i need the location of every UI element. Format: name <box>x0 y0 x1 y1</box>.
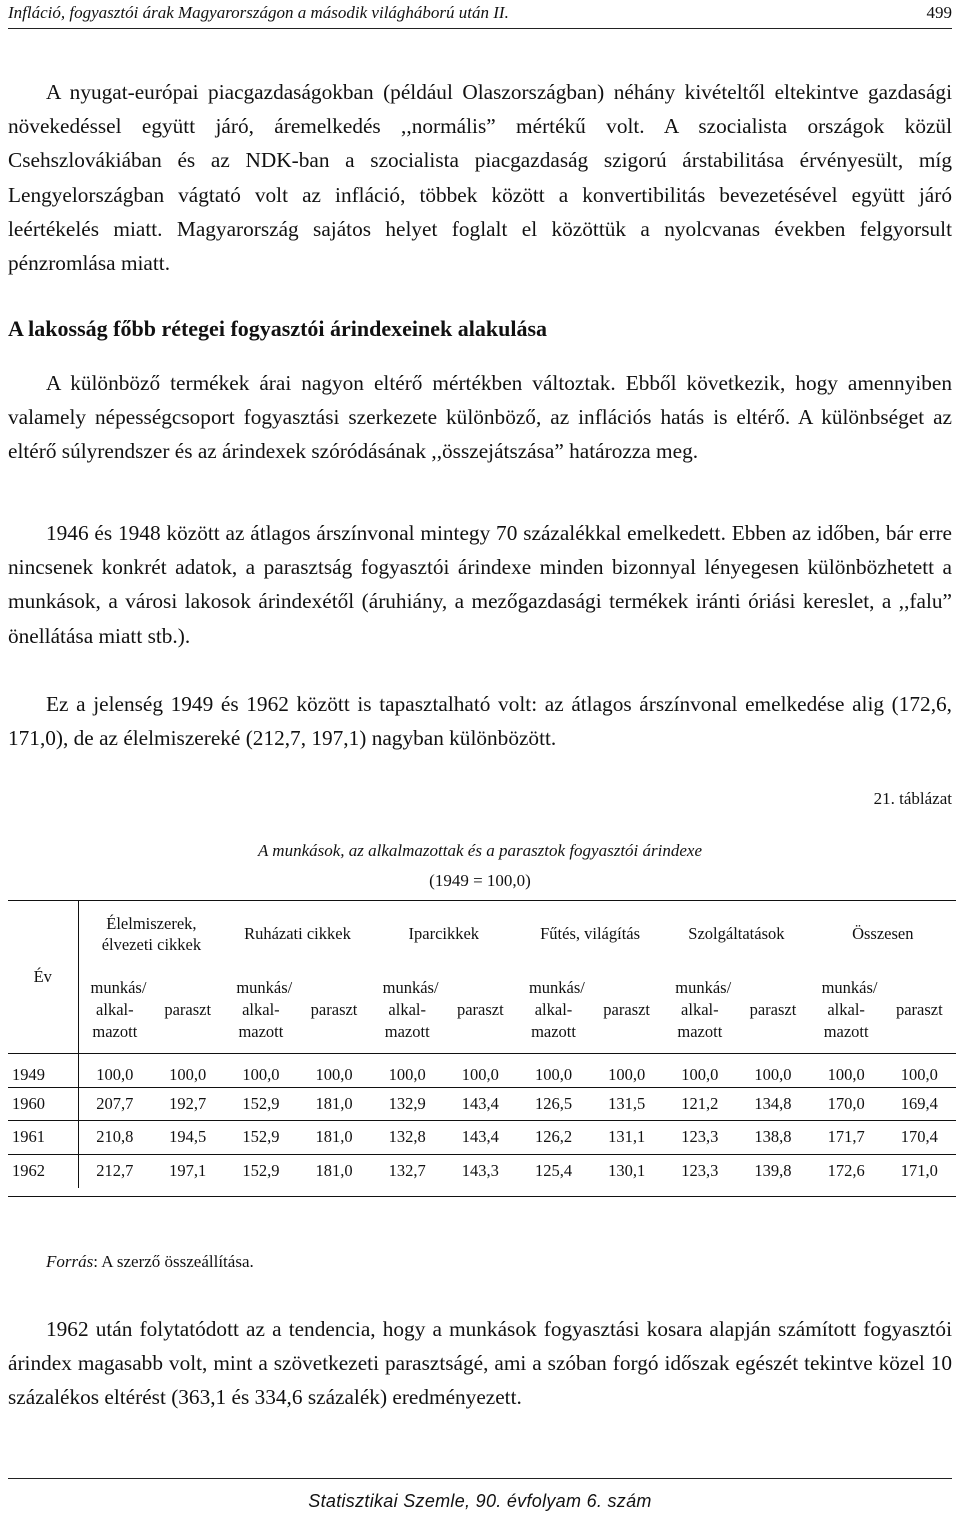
page-footer <box>8 1478 952 1524</box>
running-title: Infláció, fogyasztói árak Magyarországon a második világháború után II. <box>8 3 509 22</box>
cell: 131,1 <box>590 1121 663 1155</box>
table-source <box>46 1252 254 1272</box>
source-label: Forrás <box>46 1252 94 1271</box>
cell: 100,0 <box>297 1054 370 1088</box>
cell: 134,8 <box>736 1087 809 1121</box>
cell: 130,1 <box>608 1161 646 1180</box>
cell: 194,5 <box>151 1121 224 1155</box>
cell: 172,6 <box>827 1161 865 1180</box>
cell: 100,0 <box>883 1054 956 1088</box>
paragraph-2: A különböző termékek árai nagyon eltérő mértékben változtak. Ebből következik, hogy amennyiben valamely népességcsoport fogyasztási szerkezete különböző, az inflációs hatás is eltérő. A különbséget az eltérő súlyrendszer és az árindexek szóródásának ,,összejátszása” határozza meg. <box>8 371 952 464</box>
cell: 132,9 <box>371 1087 444 1121</box>
subheader-worker: munkás/ alkal- mazott <box>675 978 732 1041</box>
subheader-farmer: paraszt <box>164 1000 212 1019</box>
group-header-clothing: Ruházati cikkek <box>244 924 351 943</box>
subheader-worker: munkás/ alkal- mazott <box>90 978 147 1041</box>
cell: 169,4 <box>883 1087 956 1121</box>
cell: 171,7 <box>810 1121 883 1155</box>
cell: 139,8 <box>754 1161 792 1180</box>
paragraph-3: 1946 és 1948 között az átlagos árszínvonal mintegy 70 százalékkal emelkedett. Ebben az időben, bár erre nincsenek konkrét adatok, a parasztság fogyasztói árindexe minden bizonnyal lényegesen különbözhetett a munkások, a városi lakosok árindexétől (áruhiány, a mezőgazdasági termékek iránti óriási kereslet, a ,,falu” önellátása miatt stb.). <box>8 521 952 648</box>
cell: 126,2 <box>517 1121 590 1155</box>
paragraph-4: Ez a jelenség 1949 és 1962 között is tapasztalható volt: az átlagos árszínvonal emelkedése alig (172,6, 171,0), de az élelmiszereké (212,7, 197,1) nagyban különbözött. <box>8 692 952 751</box>
page-header <box>8 0 952 29</box>
cell: 181,0 <box>297 1121 370 1155</box>
cell: 152,9 <box>224 1121 297 1155</box>
cell: 192,7 <box>151 1087 224 1121</box>
subheader-worker: munkás/ alkal- mazott <box>382 978 439 1041</box>
cell: 181,0 <box>315 1161 353 1180</box>
cell: 100,0 <box>663 1054 736 1088</box>
table-row <box>8 1054 956 1088</box>
cell: 100,0 <box>151 1054 224 1088</box>
cell: 100,0 <box>444 1054 517 1088</box>
cell: 121,2 <box>663 1087 736 1121</box>
cell: 181,0 <box>297 1087 370 1121</box>
cell: 152,9 <box>224 1087 297 1121</box>
group-header-industrial: Iparcikkek <box>408 924 480 943</box>
cell: 132,8 <box>371 1121 444 1155</box>
source-text: : A szerző összeállítása. <box>93 1252 254 1271</box>
journal-name: Statisztikai Szemle, 90. évfolyam 6. szám <box>308 1491 652 1511</box>
page-number: 499 <box>926 3 952 22</box>
cell: 100,0 <box>371 1054 444 1088</box>
cell: 143,3 <box>461 1161 499 1180</box>
cell: 123,3 <box>663 1121 736 1155</box>
cell: 143,4 <box>444 1121 517 1155</box>
price-index-table <box>8 900 956 1197</box>
row-year: 1949 <box>8 1054 78 1088</box>
subheader-farmer: paraszt <box>749 1000 797 1019</box>
subheader-farmer: paraszt <box>456 1000 504 1019</box>
cell: 123,3 <box>681 1161 719 1180</box>
table-caption: A munkások, az alkalmazottak és a parasztok fogyasztói árindexe <box>257 841 702 860</box>
cell: 100,0 <box>736 1054 809 1088</box>
subheader-worker: munkás/ alkal- mazott <box>236 978 293 1041</box>
group-header-heating: Fűtés, világítás <box>540 924 641 943</box>
table-bottom-rule <box>8 1188 956 1197</box>
cell: 125,4 <box>534 1161 573 1180</box>
row-year: 1962 <box>8 1154 78 1188</box>
table-row <box>8 1087 956 1121</box>
subheader-farmer: paraszt <box>310 1000 358 1019</box>
paragraph-5: 1962 után folytatódott az a tendencia, hogy a munkások fogyasztási kosara alapján számított fogyasztói árindex magasabb volt, mint a szövetkezeti parasztságé, ami a szóban forgó időszak egészét tekintve közel 10 százalékos eltérést (363,1 és 334,6 százalék) eredményezett. <box>8 1317 952 1410</box>
table-row <box>8 1154 956 1188</box>
cell: 100,0 <box>810 1054 883 1088</box>
cell: 152,9 <box>242 1161 280 1180</box>
cell: 100,0 <box>224 1054 297 1088</box>
cell: 212,7 <box>96 1161 134 1180</box>
table-base: (1949 = 100,0) <box>429 871 531 890</box>
cell: 138,8 <box>736 1121 809 1155</box>
cell: 100,0 <box>517 1054 590 1088</box>
group-header-total: Összesen <box>852 924 914 943</box>
subheader-worker: munkás/ alkal- mazott <box>821 978 878 1041</box>
table-row <box>8 1121 956 1155</box>
cell: 100,0 <box>590 1054 663 1088</box>
row-year: 1960 <box>8 1087 78 1121</box>
subheader-farmer: paraszt <box>895 1000 943 1019</box>
group-header-food: Élelmiszerek, élvezeti cikkek <box>101 914 202 954</box>
cell: 132,7 <box>388 1161 426 1180</box>
cell: 210,8 <box>78 1121 151 1155</box>
cell: 131,5 <box>590 1087 663 1121</box>
table-number: 21. táblázat <box>873 789 952 808</box>
paragraph-1: A nyugat-európai piacgazdaságokban (például Olaszországban) néhány kivételtől eltekintve gazdasági növekedéssel együtt járó, áremelkedés ,,normális” mértékű volt. A szocialista országok közül Csehszlovákiában és az NDK-ban a szocialista piacgazdaság szigorú árstabilitása érvényesült, míg Lengyelországban vágtató volt az infláció, többek között a konvertibilitás bevezetésével együtt járó leértékelés miatt. Magyarország sajátos helyet foglalt el közöttük a nyolcvanas években felgyorsult pénzromlása miatt. <box>8 80 952 276</box>
cell: 171,0 <box>900 1161 938 1180</box>
section-heading: A lakosság főbb rétegei fogyasztói árindexeinek alakulása <box>8 316 548 341</box>
row-year: 1961 <box>8 1121 78 1155</box>
cell: 143,4 <box>444 1087 517 1121</box>
cell: 197,1 <box>169 1161 207 1180</box>
group-header-services: Szolgáltatások <box>688 924 785 943</box>
cell: 126,5 <box>517 1087 590 1121</box>
year-header: Év <box>8 901 78 1054</box>
cell: 207,7 <box>78 1087 151 1121</box>
cell: 100,0 <box>78 1054 151 1088</box>
subheader-worker: munkás/ alkal- mazott <box>528 978 585 1041</box>
subheader-farmer: paraszt <box>603 1000 651 1019</box>
cell: 170,4 <box>883 1121 956 1155</box>
cell: 170,0 <box>810 1087 883 1121</box>
